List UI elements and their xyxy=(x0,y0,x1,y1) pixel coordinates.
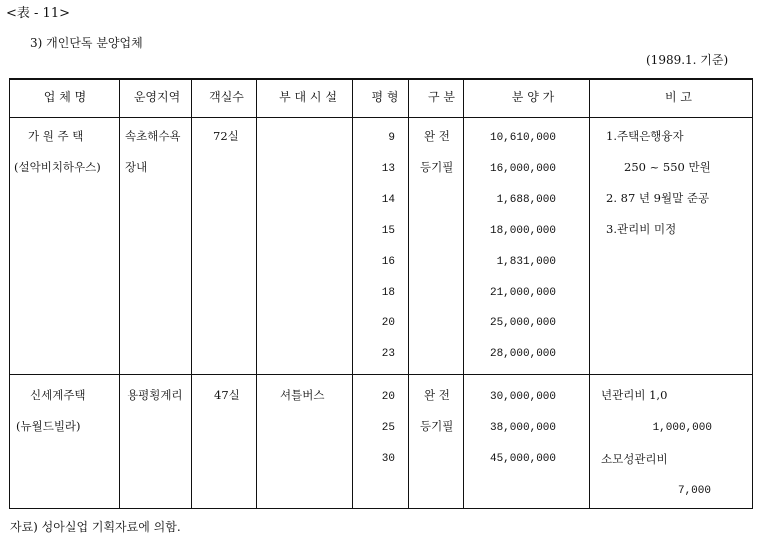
price-cell: 28,000,000 xyxy=(489,348,556,360)
size-cell: 30 xyxy=(381,453,395,465)
size-cell: 9 xyxy=(388,132,395,144)
size-cell: 16 xyxy=(381,256,395,268)
header-kind: 구 분 xyxy=(428,90,455,104)
note-line: 년관리비 1,0 xyxy=(601,388,668,402)
price-cell: 25,000,000 xyxy=(489,317,556,329)
size-cell: 20 xyxy=(381,391,395,403)
note-line: 250 ~ 550 만원 xyxy=(624,160,711,174)
price-cell: 21,000,000 xyxy=(489,287,556,299)
price-cell: 30,000,000 xyxy=(489,391,556,403)
section-title: 3) 개인단독 분양업체 xyxy=(30,36,143,50)
region: 속초해수욕 xyxy=(125,129,181,143)
price-cell: 38,000,000 xyxy=(489,422,556,434)
note-line: 1,000,000 xyxy=(652,422,712,434)
kind-cell: 등기필 xyxy=(420,160,454,174)
note-line: 소모성관리비 xyxy=(601,452,668,466)
kind-cell: 완 전 xyxy=(424,129,450,143)
size-cell: 15 xyxy=(381,225,395,237)
company-subname: (설악비치하우스) xyxy=(14,160,101,174)
size-cell: 25 xyxy=(381,422,395,434)
room-count: 72실 xyxy=(213,129,239,143)
note-line: 7,000 xyxy=(677,485,711,497)
note-line: 3.관리비 미정 xyxy=(606,222,677,236)
header-notes: 비 고 xyxy=(665,90,692,104)
kind-cell: 완 전 xyxy=(424,388,450,402)
price-cell: 16,000,000 xyxy=(489,163,556,175)
facility: 셔틀버스 xyxy=(280,388,325,402)
region: 장내 xyxy=(125,160,148,174)
source-note: 자료) 성아실업 기획자료에 의함. xyxy=(10,520,181,534)
company-name: 가 원 주 택 xyxy=(28,129,84,143)
region: 용평횡계리 xyxy=(127,388,183,402)
price-cell: 18,000,000 xyxy=(489,225,556,237)
price-cell: 1,688,000 xyxy=(496,194,556,206)
price-cell: 1,831,000 xyxy=(496,256,556,268)
size-cell: 20 xyxy=(381,317,395,329)
note-line: 1.주택은행융자 xyxy=(606,129,684,143)
company-subname: (뉴월드빌라) xyxy=(16,419,81,433)
header-company: 업 체 명 xyxy=(43,90,87,104)
price-cell: 45,000,000 xyxy=(489,453,556,465)
size-cell: 18 xyxy=(381,287,395,299)
header-price: 분 양 가 xyxy=(511,90,555,104)
size-cell: 14 xyxy=(381,194,395,206)
price-cell: 10,610,000 xyxy=(489,132,556,144)
base-date: (1989.1. 기준) xyxy=(646,53,729,67)
kind-cell: 등기필 xyxy=(420,419,454,433)
header-size: 평 형 xyxy=(371,90,399,104)
note-line: 2. 87 년 9월말 준공 xyxy=(606,191,710,205)
size-cell: 13 xyxy=(381,163,395,175)
company-name: 신세계주택 xyxy=(30,388,86,402)
header-rooms: 객실수 xyxy=(209,90,244,104)
room-count: 47실 xyxy=(214,388,240,402)
header-facilities: 부 대 시 설 xyxy=(279,90,337,104)
size-cell: 23 xyxy=(381,348,395,360)
header-region: 운영지역 xyxy=(133,90,181,104)
table-label: <表 - 11> xyxy=(6,6,70,21)
